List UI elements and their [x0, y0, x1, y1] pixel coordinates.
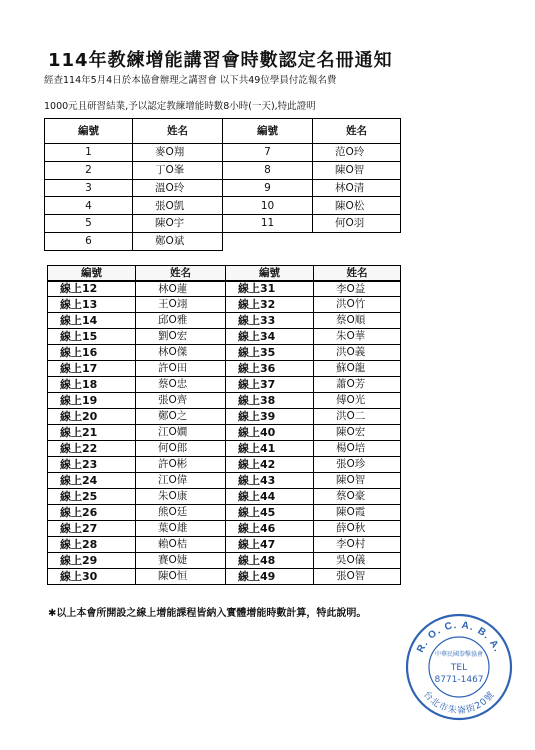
attendee-name: 陳O恒: [136, 569, 226, 585]
attendee-name: 薛O秋: [314, 521, 401, 537]
attendee-name: 丁O峯: [133, 161, 223, 179]
attendee-name: 熊O廷: [136, 505, 226, 521]
attendee-number: 線上16: [48, 345, 136, 361]
intro-line-1: 經查114年5月4日於本協會辦理之講習會 以下共49位學員付訖報名費: [44, 75, 337, 86]
attendee-number: 線上18: [48, 377, 136, 393]
seal-tel-number: 8771-1467: [434, 675, 484, 685]
attendee-name: 陳O霞: [314, 505, 401, 521]
attendee-number: 線上12: [48, 281, 136, 297]
table-row: [48, 505, 401, 521]
attendee-name: 蘇O龍: [314, 361, 401, 377]
attendee-number: 線上24: [48, 473, 136, 489]
footnote: ✱以上本會所開設之線上增能課程皆納入實體增能時數計算，特此說明。: [48, 608, 367, 619]
onsite-attendee-table: [44, 118, 401, 251]
table-row: [45, 232, 401, 250]
attendee-number: 6: [45, 232, 133, 250]
attendee-name: 蕭O芳: [314, 377, 401, 393]
attendee-name: 許O彬: [136, 457, 226, 473]
attendee-number: 線上38: [226, 393, 314, 409]
table-row: [48, 409, 401, 425]
attendee-number: 線上22: [48, 441, 136, 457]
attendee-name: 鄭O之: [136, 409, 226, 425]
attendee-name: 何O羽: [313, 215, 401, 233]
table-row: [48, 361, 401, 377]
attendee-number: 線上42: [226, 457, 314, 473]
attendee-number: 線上43: [226, 473, 314, 489]
attendee-number: 線上49: [226, 569, 314, 585]
attendee-name: 張O凱: [133, 197, 223, 215]
attendee-number: 線上30: [48, 569, 136, 585]
attendee-name: 邱O雅: [136, 313, 226, 329]
table-row: [48, 313, 401, 329]
attendee-number: 線上41: [226, 441, 314, 457]
header-name: 姓名: [313, 119, 401, 144]
attendee-name: 蔡O豪: [314, 489, 401, 505]
attendee-name: 林O蓮: [136, 281, 226, 297]
attendee-name: 麥O翔: [133, 144, 223, 162]
attendee-number: 線上45: [226, 505, 314, 521]
attendee-name: 陳O智: [313, 161, 401, 179]
attendee-name: 李O村: [314, 537, 401, 553]
attendee-name: 楊O培: [314, 441, 401, 457]
attendee-name: 洪O義: [314, 345, 401, 361]
empty-cell: [223, 232, 401, 250]
intro-line-2: 1000元且研習結業,予以認定教練增能時數8小時(一天),特此證明: [44, 101, 316, 112]
table-row: [48, 281, 401, 297]
table-row: [48, 457, 401, 473]
table-row: [48, 489, 401, 505]
header-name: 姓名: [136, 266, 226, 281]
attendee-name: 賴O桔: [136, 537, 226, 553]
attendee-number: 線上19: [48, 393, 136, 409]
attendee-number: 1: [45, 144, 133, 162]
attendee-number: 線上44: [226, 489, 314, 505]
attendee-number: 線上39: [226, 409, 314, 425]
table-row: [45, 179, 401, 197]
attendee-number: 10: [223, 197, 313, 215]
attendee-name: 朱O華: [314, 329, 401, 345]
table-row: [48, 553, 401, 569]
attendee-name: 王O翊: [136, 297, 226, 313]
attendee-number: 線上32: [226, 297, 314, 313]
attendee-number: 線上31: [226, 281, 314, 297]
attendee-name: 張O智: [314, 569, 401, 585]
attendee-number: 線上13: [48, 297, 136, 313]
online-attendee-table: [47, 265, 401, 585]
attendee-name: 張O齊: [136, 393, 226, 409]
attendee-name: 范O玲: [313, 144, 401, 162]
attendee-number: 線上20: [48, 409, 136, 425]
attendee-number: 2: [45, 161, 133, 179]
attendee-number: 線上28: [48, 537, 136, 553]
attendee-number: 8: [223, 161, 313, 179]
table-row: [48, 393, 401, 409]
table-row: [48, 297, 401, 313]
attendee-name: 劉O宏: [136, 329, 226, 345]
attendee-number: 線上47: [226, 537, 314, 553]
page-title: 114年教練增能講習會時數認定名冊通知: [48, 50, 393, 71]
header-number: 編號: [223, 119, 313, 144]
header-name: 姓名: [314, 266, 401, 281]
attendee-name: 葉O雄: [136, 521, 226, 537]
attendee-name: 陳O宏: [314, 425, 401, 441]
association-seal: [404, 612, 514, 722]
attendee-name: 吳O儀: [314, 553, 401, 569]
attendee-name: 許O田: [136, 361, 226, 377]
attendee-number: 線上40: [226, 425, 314, 441]
table-header-row: [48, 266, 401, 281]
attendee-number: 4: [45, 197, 133, 215]
table-row: [48, 569, 401, 585]
attendee-name: 張O珍: [314, 457, 401, 473]
table-row: [48, 377, 401, 393]
attendee-name: 林O傑: [136, 345, 226, 361]
attendee-name: 洪O竹: [314, 297, 401, 313]
attendee-number: 5: [45, 215, 133, 233]
attendee-number: 線上27: [48, 521, 136, 537]
attendee-name: 傅O光: [314, 393, 401, 409]
attendee-number: 線上34: [226, 329, 314, 345]
table-row: [45, 161, 401, 179]
attendee-name: 陳O宇: [133, 215, 223, 233]
attendee-number: 線上25: [48, 489, 136, 505]
attendee-name: 陳O智: [314, 473, 401, 489]
attendee-number: 11: [223, 215, 313, 233]
attendee-number: 線上33: [226, 313, 314, 329]
seal-top-text: R. O. C. A. B. A.: [415, 619, 503, 655]
attendee-number: 線上26: [48, 505, 136, 521]
header-number: 編號: [45, 119, 133, 144]
attendee-number: 線上17: [48, 361, 136, 377]
attendee-number: 線上36: [226, 361, 314, 377]
attendee-number: 線上37: [226, 377, 314, 393]
attendee-name: 洪O二: [314, 409, 401, 425]
header-number: 編號: [226, 266, 314, 281]
attendee-number: 線上35: [226, 345, 314, 361]
table-row: [45, 197, 401, 215]
table-row: [45, 144, 401, 162]
attendee-number: 線上21: [48, 425, 136, 441]
seal-org-name: 中華民國拳擊協會: [434, 651, 484, 658]
attendee-number: 線上48: [226, 553, 314, 569]
attendee-name: 李O益: [314, 281, 401, 297]
attendee-name: 林O清: [313, 179, 401, 197]
attendee-name: 朱O康: [136, 489, 226, 505]
attendee-name: 鄭O斌: [133, 232, 223, 250]
attendee-name: 蔡O忠: [136, 377, 226, 393]
table-row: [48, 425, 401, 441]
attendee-name: 江O偉: [136, 473, 226, 489]
attendee-number: 線上15: [48, 329, 136, 345]
attendee-name: 陳O松: [313, 197, 401, 215]
header-name: 姓名: [133, 119, 223, 144]
attendee-name: 何O郎: [136, 441, 226, 457]
table-row: [48, 521, 401, 537]
attendee-number: 線上29: [48, 553, 136, 569]
seal-tel-label: TEL: [450, 663, 468, 673]
table-row: [48, 329, 401, 345]
attendee-number: 7: [223, 144, 313, 162]
attendee-name: 溫O玲: [133, 179, 223, 197]
header-number: 編號: [48, 266, 136, 281]
attendee-number: 線上46: [226, 521, 314, 537]
table-row: [48, 345, 401, 361]
table-row: [48, 473, 401, 489]
attendee-number: 線上14: [48, 313, 136, 329]
attendee-number: 線上23: [48, 457, 136, 473]
table-row: [45, 215, 401, 233]
attendee-name: 賽O婕: [136, 553, 226, 569]
attendee-number: 9: [223, 179, 313, 197]
table-header-row: [45, 119, 401, 144]
attendee-name: 江O嫺: [136, 425, 226, 441]
attendee-number: 3: [45, 179, 133, 197]
attendee-name: 蔡O順: [314, 313, 401, 329]
seal-address: 台北市朱崙街20號: [420, 689, 498, 717]
table-row: [48, 441, 401, 457]
table-row: [48, 537, 401, 553]
